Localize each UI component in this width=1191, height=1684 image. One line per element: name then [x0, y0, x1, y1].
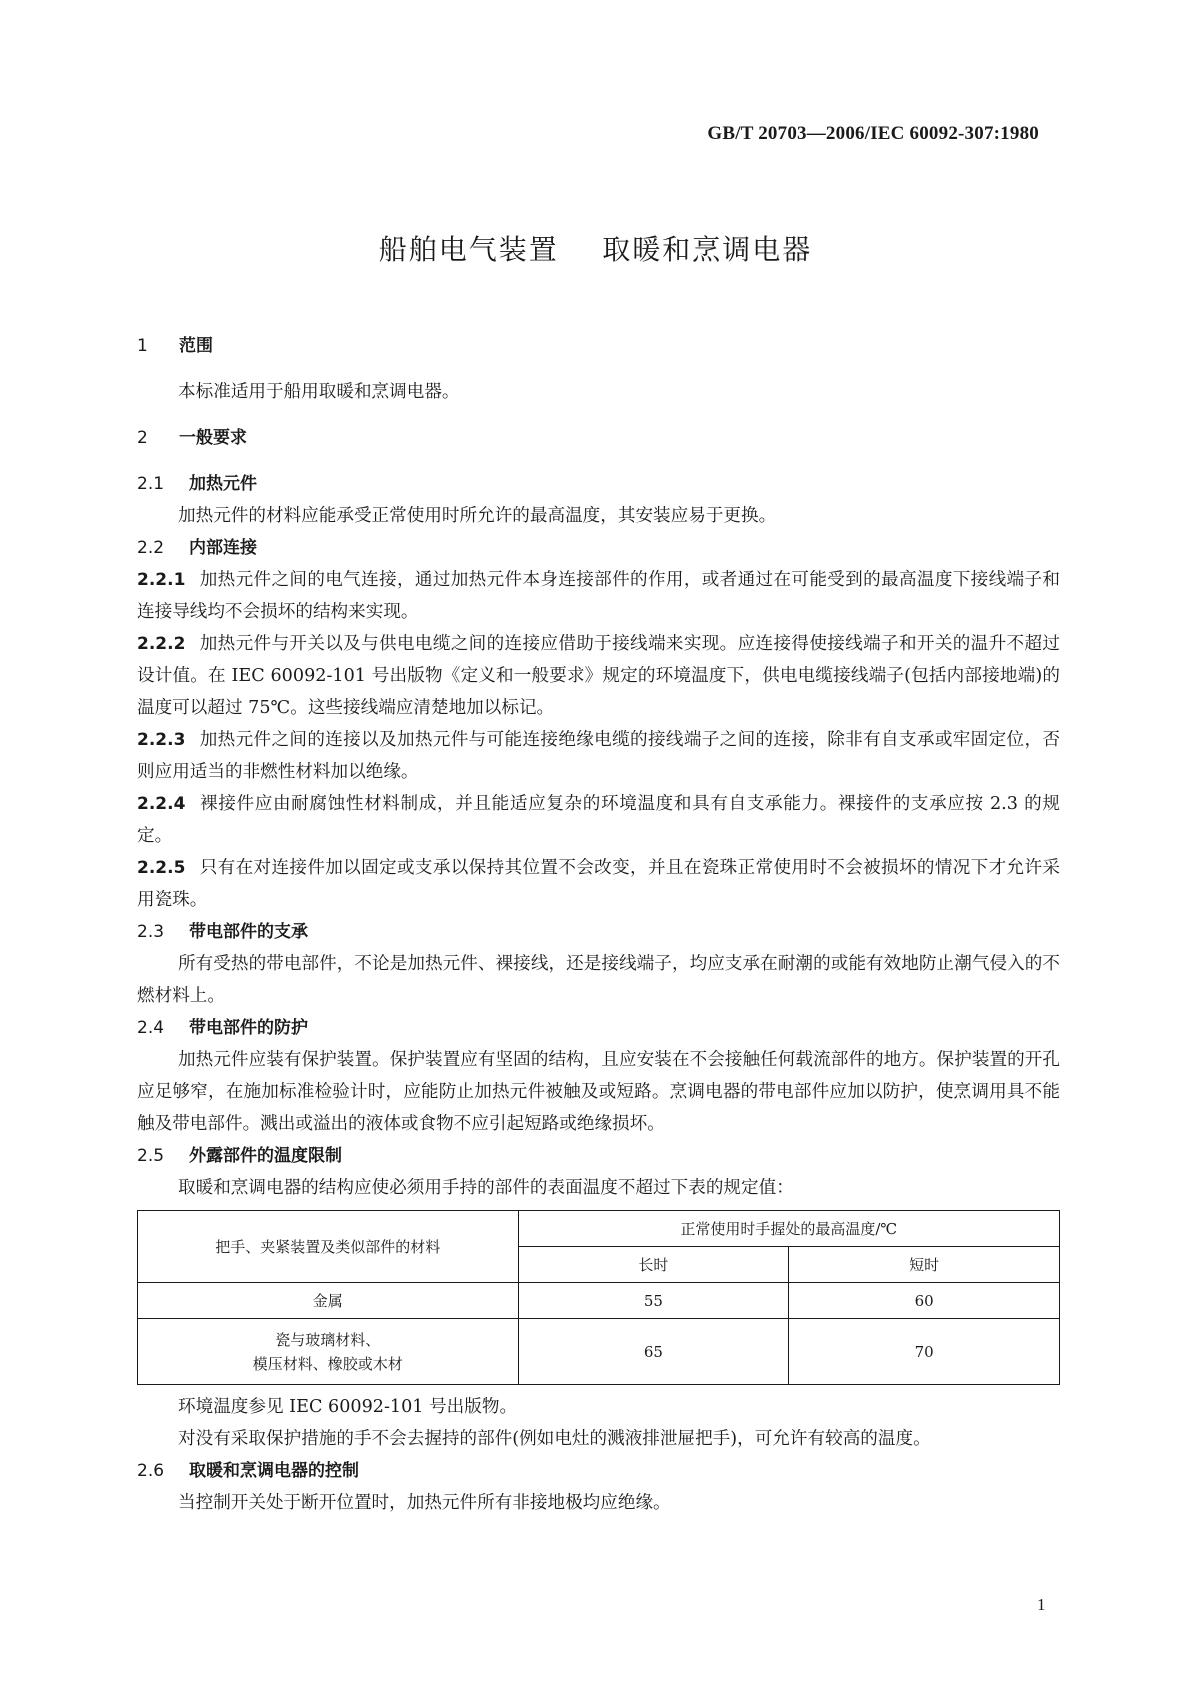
section-2-1-heading: 2.1 加热元件	[137, 474, 257, 494]
table-header-material: 把手、夹紧装置及类似部件的材料	[138, 1211, 519, 1283]
section-2-3-heading: 2.3 带电部件的支承	[137, 922, 308, 942]
table-cell-short: 60	[789, 1283, 1060, 1319]
document-body	[137, 330, 1060, 1519]
section-2-5-note-2: 对没有采取保护措施的手不会去握持的部件(例如电灶的溅液排泄屉把手)，可允许有较高的温度。	[178, 1429, 931, 1449]
section-2-6-text: 当控制开关处于断开位置时，加热元件所有非接地极均应绝缘。	[178, 1493, 671, 1513]
table-cell-material: 瓷与玻璃材料、 模压材料、橡胶或木材	[138, 1319, 519, 1385]
clause-2-2-3: 2.2.3 加热元件之间的连接以及加热元件与可能连接绝缘电缆的接线端子之间的连接，除非有自支承或牢固定位，否则应用适当的非燃性材料加以绝缘。	[137, 730, 1060, 782]
standard-number: GB/T 20703—2006/IEC 60092-307:1980	[707, 123, 1039, 144]
table-header-long: 长时	[518, 1247, 789, 1283]
section-2-5-note-1: 环境温度参见 IEC 60092-101 号出版物。	[178, 1397, 518, 1417]
section-2-5-text: 取暖和烹调电器的结构应使必须用手持的部件的表面温度不超过下表的规定值：	[178, 1178, 794, 1198]
clause-2-2-5: 2.2.5 只有在对连接件加以固定或支承以保持其位置不会改变，并且在瓷珠正常使用时不会被损坏的情况下才允许采用瓷珠。	[137, 858, 1060, 910]
section-1-text: 本标准适用于船用取暖和烹调电器。	[178, 382, 460, 402]
table-header-temperature: 正常使用时手握处的最高温度/℃	[518, 1211, 1059, 1247]
section-2-6-heading: 2.6 取暖和烹调电器的控制	[137, 1461, 359, 1481]
table-cell-short: 70	[789, 1319, 1060, 1385]
clause-2-2-1: 2.2.1 加热元件之间的电气连接，通过加热元件本身连接部件的作用，或者通过在可能受到的最高温度下接线端子和连接导线均不会损坏的结构来实现。	[137, 570, 1060, 622]
section-1-heading: 1 范围	[137, 336, 213, 356]
table-cell-long: 55	[518, 1283, 789, 1319]
section-2-5-heading: 2.5 外露部件的温度限制	[137, 1146, 342, 1166]
table-cell-material: 金属	[138, 1283, 519, 1319]
table-header-short: 短时	[789, 1247, 1060, 1283]
temperature-limit-table	[137, 1210, 1060, 1385]
section-2-4-heading: 2.4 带电部件的防护	[137, 1018, 308, 1038]
section-2-3-text: 所有受热的带电部件，不论是加热元件、裸接线，还是接线端子，均应支承在耐潮的或能有效地防止潮气侵入的不燃材料上。	[137, 954, 1060, 1006]
table-cell-long: 65	[518, 1319, 789, 1385]
section-2-1-text: 加热元件的材料应能承受正常使用时所允许的最高温度，其安装应易于更换。	[178, 506, 777, 526]
table-row	[138, 1319, 1060, 1385]
page-number: 1	[1037, 1595, 1046, 1614]
table-row	[138, 1283, 1060, 1319]
section-2-heading: 2 一般要求	[137, 428, 247, 448]
document-title: 船舶电气装置 取暖和烹调电器	[378, 233, 813, 266]
section-2-4-text: 加热元件应装有保护装置。保护装置应有坚固的结构，且应安装在不会接触任何载流部件的地方。保护装置的开孔应足够窄，在施加标准检验计时，应能防止加热元件被触及或短路。烹调电器的带电部件应加以防护，使烹调用具不能触及带电部件。溅出或溢出的液体或食物不应引起短路或绝缘损坏。	[137, 1050, 1060, 1134]
section-2-2-heading: 2.2 内部连接	[137, 538, 257, 558]
clause-2-2-4: 2.2.4 裸接件应由耐腐蚀性材料制成，并且能适应复杂的环境温度和具有自支承能力。裸接件的支承应按 2.3 的规定。	[137, 794, 1060, 846]
clause-2-2-2: 2.2.2 加热元件与开关以及与供电电缆之间的连接应借助于接线端来实现。应连接得使接线端子和开关的温升不超过设计值。在 IEC 60092-101 号出版物《定义和一般要求》规定的环境温度下，供电电缆接线端子(包括内部接地端)的温度可以超过 75℃。这些接线端应清楚地加以标记。	[137, 634, 1060, 718]
